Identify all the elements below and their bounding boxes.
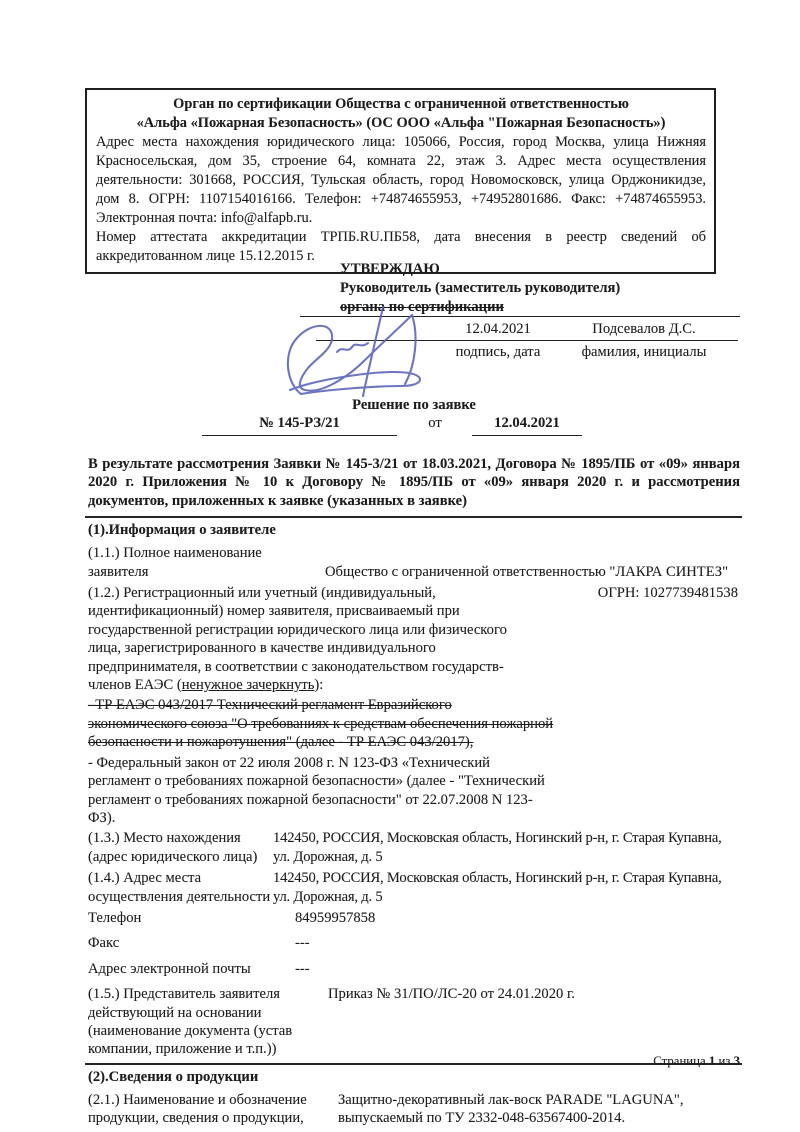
field-activity-address-value: 142450, РОССИЯ, Московская область, Ногинский р-н, г. Старая Купавна, ул. Дорожная, д. 5 xyxy=(273,870,722,905)
field-full-name-value: Общество с ограниченной ответственностью "ЛАКРА СИНТЕЗ" xyxy=(325,563,729,580)
field-legal-address-label: (1.3.) Место нахождения (адрес юридического лица) xyxy=(88,830,258,865)
signature-caption: подпись, дата xyxy=(455,344,541,361)
approval-date: 12.04.2021 xyxy=(465,321,531,338)
field-phone xyxy=(88,909,740,927)
page-footer xyxy=(653,1054,740,1069)
decision-number: № 145-РЗ/21 xyxy=(202,415,397,436)
certification-body-title-line1: Орган по сертификации Общества с ограниченной ответственностью xyxy=(173,96,629,112)
field-fax xyxy=(88,934,740,952)
field-phone-value: 84959957858 xyxy=(295,909,376,926)
section-divider xyxy=(85,516,742,518)
approve-word: УТВЕРЖДАЮ xyxy=(340,261,440,277)
field-activity-address-label: (1.4.) Адрес места осуществления деятельности xyxy=(88,870,271,905)
field-representative-value: Приказ № 31/ПО/ЛС-20 от 24.01.2020 г. xyxy=(328,986,575,1003)
field-phone-label: Телефон xyxy=(88,909,142,926)
field-legal-address xyxy=(88,829,740,866)
field-email-value: --- xyxy=(295,960,310,977)
section2-heading: (2).Сведения о продукции xyxy=(88,1068,259,1085)
field-legal-address-value: 142450, РОССИЯ, Московская область, Ногинский р-н, г. Старая Купавна, ул. Дорожная, д. 5 xyxy=(273,830,722,865)
certification-body-accreditation: Номер аттестата аккредитации ТРПБ.RU.ПБ58, дата внесения в реестр сведений об аккредитованном лице 15.12.2015 г. xyxy=(96,229,706,264)
ogrn-value: ОГРН: 1027739481538 xyxy=(597,585,738,602)
registration-label-underlined: ненужное зачеркнуть xyxy=(181,677,315,694)
approver-role-line1: Руководитель (заместитель руководителя) xyxy=(340,279,621,296)
field-email xyxy=(88,960,740,978)
field-activity-address xyxy=(88,869,740,906)
decision-from-word: от xyxy=(428,415,442,431)
name-caption: фамилия, инициалы xyxy=(581,344,707,361)
decision-intro: В результате рассмотрения Заявки № 145-3/21 от 18.03.2021, Договора № 1895/ПБ от «09» января 2020 г. Приложения № 10 к Договору № 1895/ПБ от «09» января 2020 г. и рассмотрения документов, приложенных к заявке (указанных в заявке) xyxy=(88,456,740,509)
certification-body-address: Адрес места нахождения юридического лица: 105066, Россия, город Москва, улица Нижняя Красносельская, дом 35, строение 64, комната 22, этаж 3. Адрес места осуществления деятельности: 301668, РОССИЯ, Тульская область, город Новомосковск, улица Орджоникидзе, дом 8. ОГРН: 1107154016166. Телефон: +74874655953, +74952801686. Факс: +74874655953. Электронная почта: info@alfapb.ru. xyxy=(96,134,706,226)
footer-of-word: из xyxy=(718,1054,731,1068)
registration-label-tail: ): xyxy=(314,677,324,694)
footer-page-number: 1 xyxy=(708,1054,716,1068)
field-fax-label: Факс xyxy=(88,935,120,952)
field-representative-label: (1.5.) Представитель заявителя действующий на основании (наименование документа (устав компании, приложение и т.п.)) xyxy=(88,986,293,1058)
field-full-name-label: (1.1.) Полное наименование заявителя xyxy=(88,545,262,580)
field-email-label: Адрес электронной почты xyxy=(88,960,251,977)
footer-total-pages: 3 xyxy=(733,1054,740,1068)
field-registration-label xyxy=(88,584,530,694)
regulation-option-struck: –ТР ЕАЭС 043/2017 Технический регламент Евразийского экономического союза "О требованиях к средствам обеспечения пожарной безопасности и пожаротушения" (далее - ТР ЕАЭС 043/2017), xyxy=(88,697,554,751)
decision-title: Решение по заявке xyxy=(352,397,476,413)
handwritten-signature xyxy=(285,304,467,400)
decision-section xyxy=(88,396,740,1131)
registration-label-text: (1.2.) Регистрационный или учетный (индивидуальный, идентификационный) номер заявителя, присваиваемый при государственной регистрации юридического лица или физического лица, зарегистрированного в качестве индивидуального предпринимателя, в соответствии с законодательством государств-членов ЕАЭС ( xyxy=(88,585,507,694)
decision-date: 12.04.2021 xyxy=(472,415,582,436)
field-product-name-label: (2.1.) Наименование и обозначение продукции, сведения о продукции, xyxy=(88,1091,307,1127)
signature-area xyxy=(88,318,740,368)
approver-role-line2: органа по сертификации xyxy=(340,298,504,315)
applicant-info-section xyxy=(88,521,740,1059)
field-registration-number xyxy=(88,584,740,694)
section1-heading: (1).Информация о заявителе xyxy=(88,522,276,539)
field-fax-value: --- xyxy=(295,935,310,952)
field-product-name xyxy=(88,1091,740,1128)
footer-page-word: Страница xyxy=(653,1054,706,1068)
section-divider-2 xyxy=(85,1063,742,1065)
certification-body-box xyxy=(85,88,716,274)
certification-body-title-line2: «Альфа «Пожарная Безопасность» (ОС ООО «Альфа "Пожарная Безопасность») xyxy=(136,115,666,131)
decision-number-row xyxy=(88,415,740,448)
field-full-name xyxy=(88,544,740,581)
product-info-section xyxy=(88,1068,740,1128)
field-representative xyxy=(88,985,740,1059)
approver-name: Подсевалов Д.С. xyxy=(592,321,696,338)
field-product-name-value: Защитно-декоративный лак-воск PARADE "LAGUNA", выпускаемый по ТУ 2332-048-63567400-2014. xyxy=(338,1091,684,1127)
approval-block xyxy=(88,260,740,368)
regulation-option-selected: - Федеральный закон от 22 июля 2008 г. N 123-ФЗ «Технический регламент о требованиях пожарной безопасности» (далее - "Технический регламент о требованиях пожарной безопасности" от 22.07.2008 N 123-ФЗ). xyxy=(88,754,545,826)
